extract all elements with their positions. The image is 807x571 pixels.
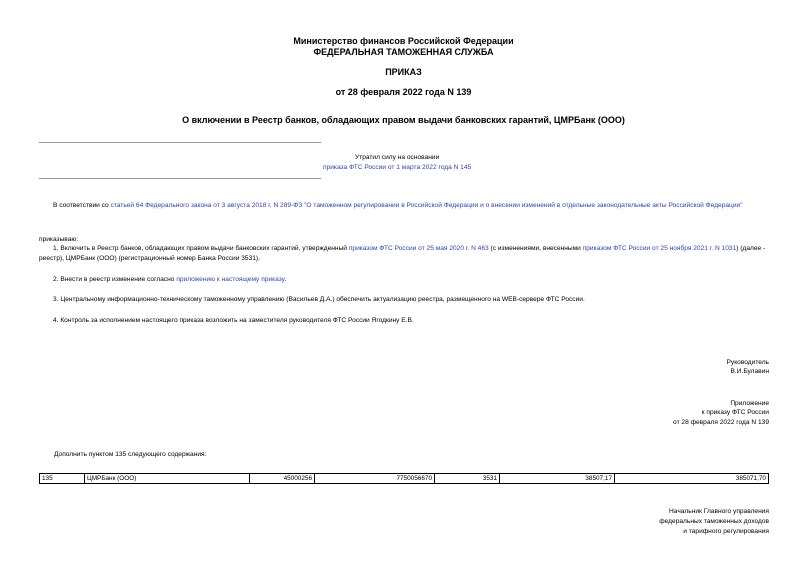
appendix-label: Приложение [730, 400, 769, 407]
cell-bank-name: ЦМРБанк (ООО) [85, 474, 250, 484]
service-name: ФЕДЕРАЛЬНАЯ ТАМОЖЕННАЯ СЛУЖБА [313, 47, 494, 57]
appendix-date: от 28 февраля 2022 года N 139 [673, 419, 769, 426]
divider-bottom [39, 178, 321, 179]
order-word: приказываю: [39, 236, 79, 243]
cell-reg-number: 3531 [435, 474, 500, 484]
signature-name: В.И.Булавин [730, 368, 769, 375]
preamble-text: В соответствии со [53, 202, 111, 209]
appendix-intro: Дополнить пунктом 135 следующего содержания: [54, 451, 207, 458]
preamble-paragraph [39, 201, 769, 211]
divider-top [39, 142, 321, 143]
cell-ogrn: 45000256 [250, 474, 315, 484]
registry-table [39, 473, 769, 484]
item-3: 3. Центральному информационно-техническому таможенному управлению (Васильев Д.А.) обеспечить актуализацию реестра, размещенного на WEB-сервере ФТС России. [53, 296, 585, 303]
status-text: Утратил силу на основании [355, 154, 440, 161]
status-link[interactable]: приказа ФТС России от 1 марта 2022 года N 145 [323, 164, 472, 171]
item-1-link-1[interactable]: приказом ФТС России от 25 мая 2020 г. N 463 [348, 245, 489, 252]
footer-line-1: Начальник Главного управления [669, 508, 769, 515]
page-title: О включении в Реестр банков, обладающих правом выдачи банковских гарантий, ЦМРБанк (ООО) [182, 115, 625, 125]
doc-date: от 28 февраля 2022 года N 139 [335, 87, 472, 97]
appendix-link[interactable]: приложению к настоящему приказу [176, 276, 285, 283]
item-1-text-c: ) (далее - реестр), ЦМРБанк (ООО) (регистрационный номер Банка России 3531). [39, 245, 766, 262]
item-4: 4. Контроль за исполнением настоящего приказа возложить на заместителя руководителя ФТС России Ягодкину Е.В. [53, 317, 414, 324]
item-1-link-2[interactable]: приказом ФТС России от 25 ноября 2021 г. N 1031 [582, 245, 737, 252]
ministry-name: Министерство финансов Российской Федерации [293, 36, 514, 46]
item-1-text-a: 1. Включить в Реестр банков, обладающих правом выдачи банковских гарантий, утвержденный [53, 245, 349, 252]
cell-amount-1: 38507,17 [500, 474, 615, 484]
cell-inn: 7750056670 [315, 474, 435, 484]
signature-role: Руководитель [726, 359, 769, 366]
cell-amount-2: 385071,70 [615, 474, 769, 484]
appendix-ref: к приказу ФТС России [701, 409, 769, 416]
item-2-text-b: . [284, 276, 287, 283]
cell-number: 135 [40, 474, 85, 484]
law-link[interactable]: статьей 64 Федерального закона от 3 августа 2018 г. N 289-ФЗ "О таможенном регулировании в Российской Федерации и о внесении изменений в отдельные законодательные акты Российской Федерации" [110, 202, 743, 209]
item-2-text-a: 2. Внести в реестр изменение согласно [53, 276, 177, 283]
doc-type: ПРИКАЗ [385, 67, 422, 77]
footer-line-2: федеральных таможенных доходов [659, 518, 769, 525]
item-1-text-b: (с изменениями, внесенными [488, 245, 583, 252]
footer-line-3: и тарифного регулирования [683, 528, 769, 535]
item-2 [39, 275, 769, 285]
item-1 [39, 244, 769, 263]
table-row [40, 474, 769, 484]
